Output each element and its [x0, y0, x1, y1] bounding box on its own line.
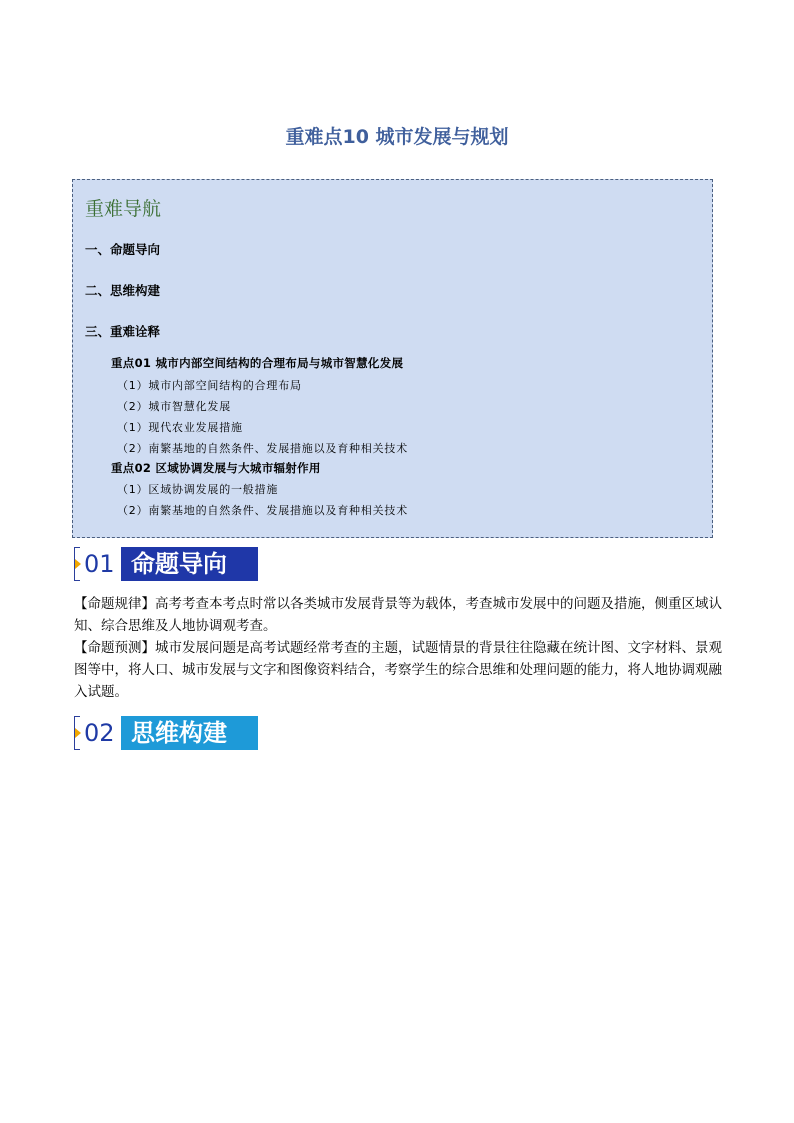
nav-heading: 重难导航 — [85, 198, 162, 220]
nav-section-2: 二、思维构建 — [85, 283, 161, 298]
page-title: 重难点10 城市发展与规划 — [285, 126, 509, 148]
section-label: 思维构建 — [121, 716, 258, 750]
paragraph-rule: 【命题规律】高考考查本考点时常以各类城市发展背景等为载体，考查城市发展中的问题及措施，侧重区域认知、综合思维及人地协调观考查。 — [74, 596, 722, 634]
section-number: 01 — [84, 550, 115, 578]
arrow-right-icon — [75, 559, 81, 569]
nav-point-1-item-2: （2）城市智慧化发展 — [117, 400, 231, 413]
nav-section-1: 一、命题导向 — [85, 242, 161, 257]
section-label: 命题导向 — [121, 547, 258, 581]
navigation-box — [72, 179, 713, 538]
section-band-02 — [74, 716, 258, 750]
nav-point-2-item-1: （1）区域协调发展的一般措施 — [117, 483, 279, 496]
paragraph-forecast: 【命题预测】城市发展问题是高考试题经常考查的主题，试题情景的背景往往隐藏在统计图、文字材料、景观图等中，将人口、城市发展与文字和图像资料结合，考察学生的综合思维和处理问题的能力，将人地协调观融入试题。 — [74, 640, 722, 700]
nav-point-1-item-4: （2）南繁基地的自然条件、发展措施以及育种相关技术 — [117, 442, 408, 455]
nav-point-1-item-3: （1）现代农业发展措施 — [117, 421, 243, 434]
nav-point-1: 重点01 城市内部空间结构的合理布局与城市智慧化发展 — [111, 356, 404, 370]
nav-point-1-item-1: （1）城市内部空间结构的合理布局 — [117, 379, 302, 392]
arrow-right-icon — [75, 728, 81, 738]
section-number: 02 — [84, 719, 115, 747]
nav-section-3: 三、重难诠释 — [85, 324, 161, 339]
nav-point-2-item-2: （2）南繁基地的自然条件、发展措施以及育种相关技术 — [117, 504, 408, 517]
nav-point-2: 重点02 区域协调发展与大城市辐射作用 — [111, 461, 321, 475]
section-band-01 — [74, 547, 258, 581]
